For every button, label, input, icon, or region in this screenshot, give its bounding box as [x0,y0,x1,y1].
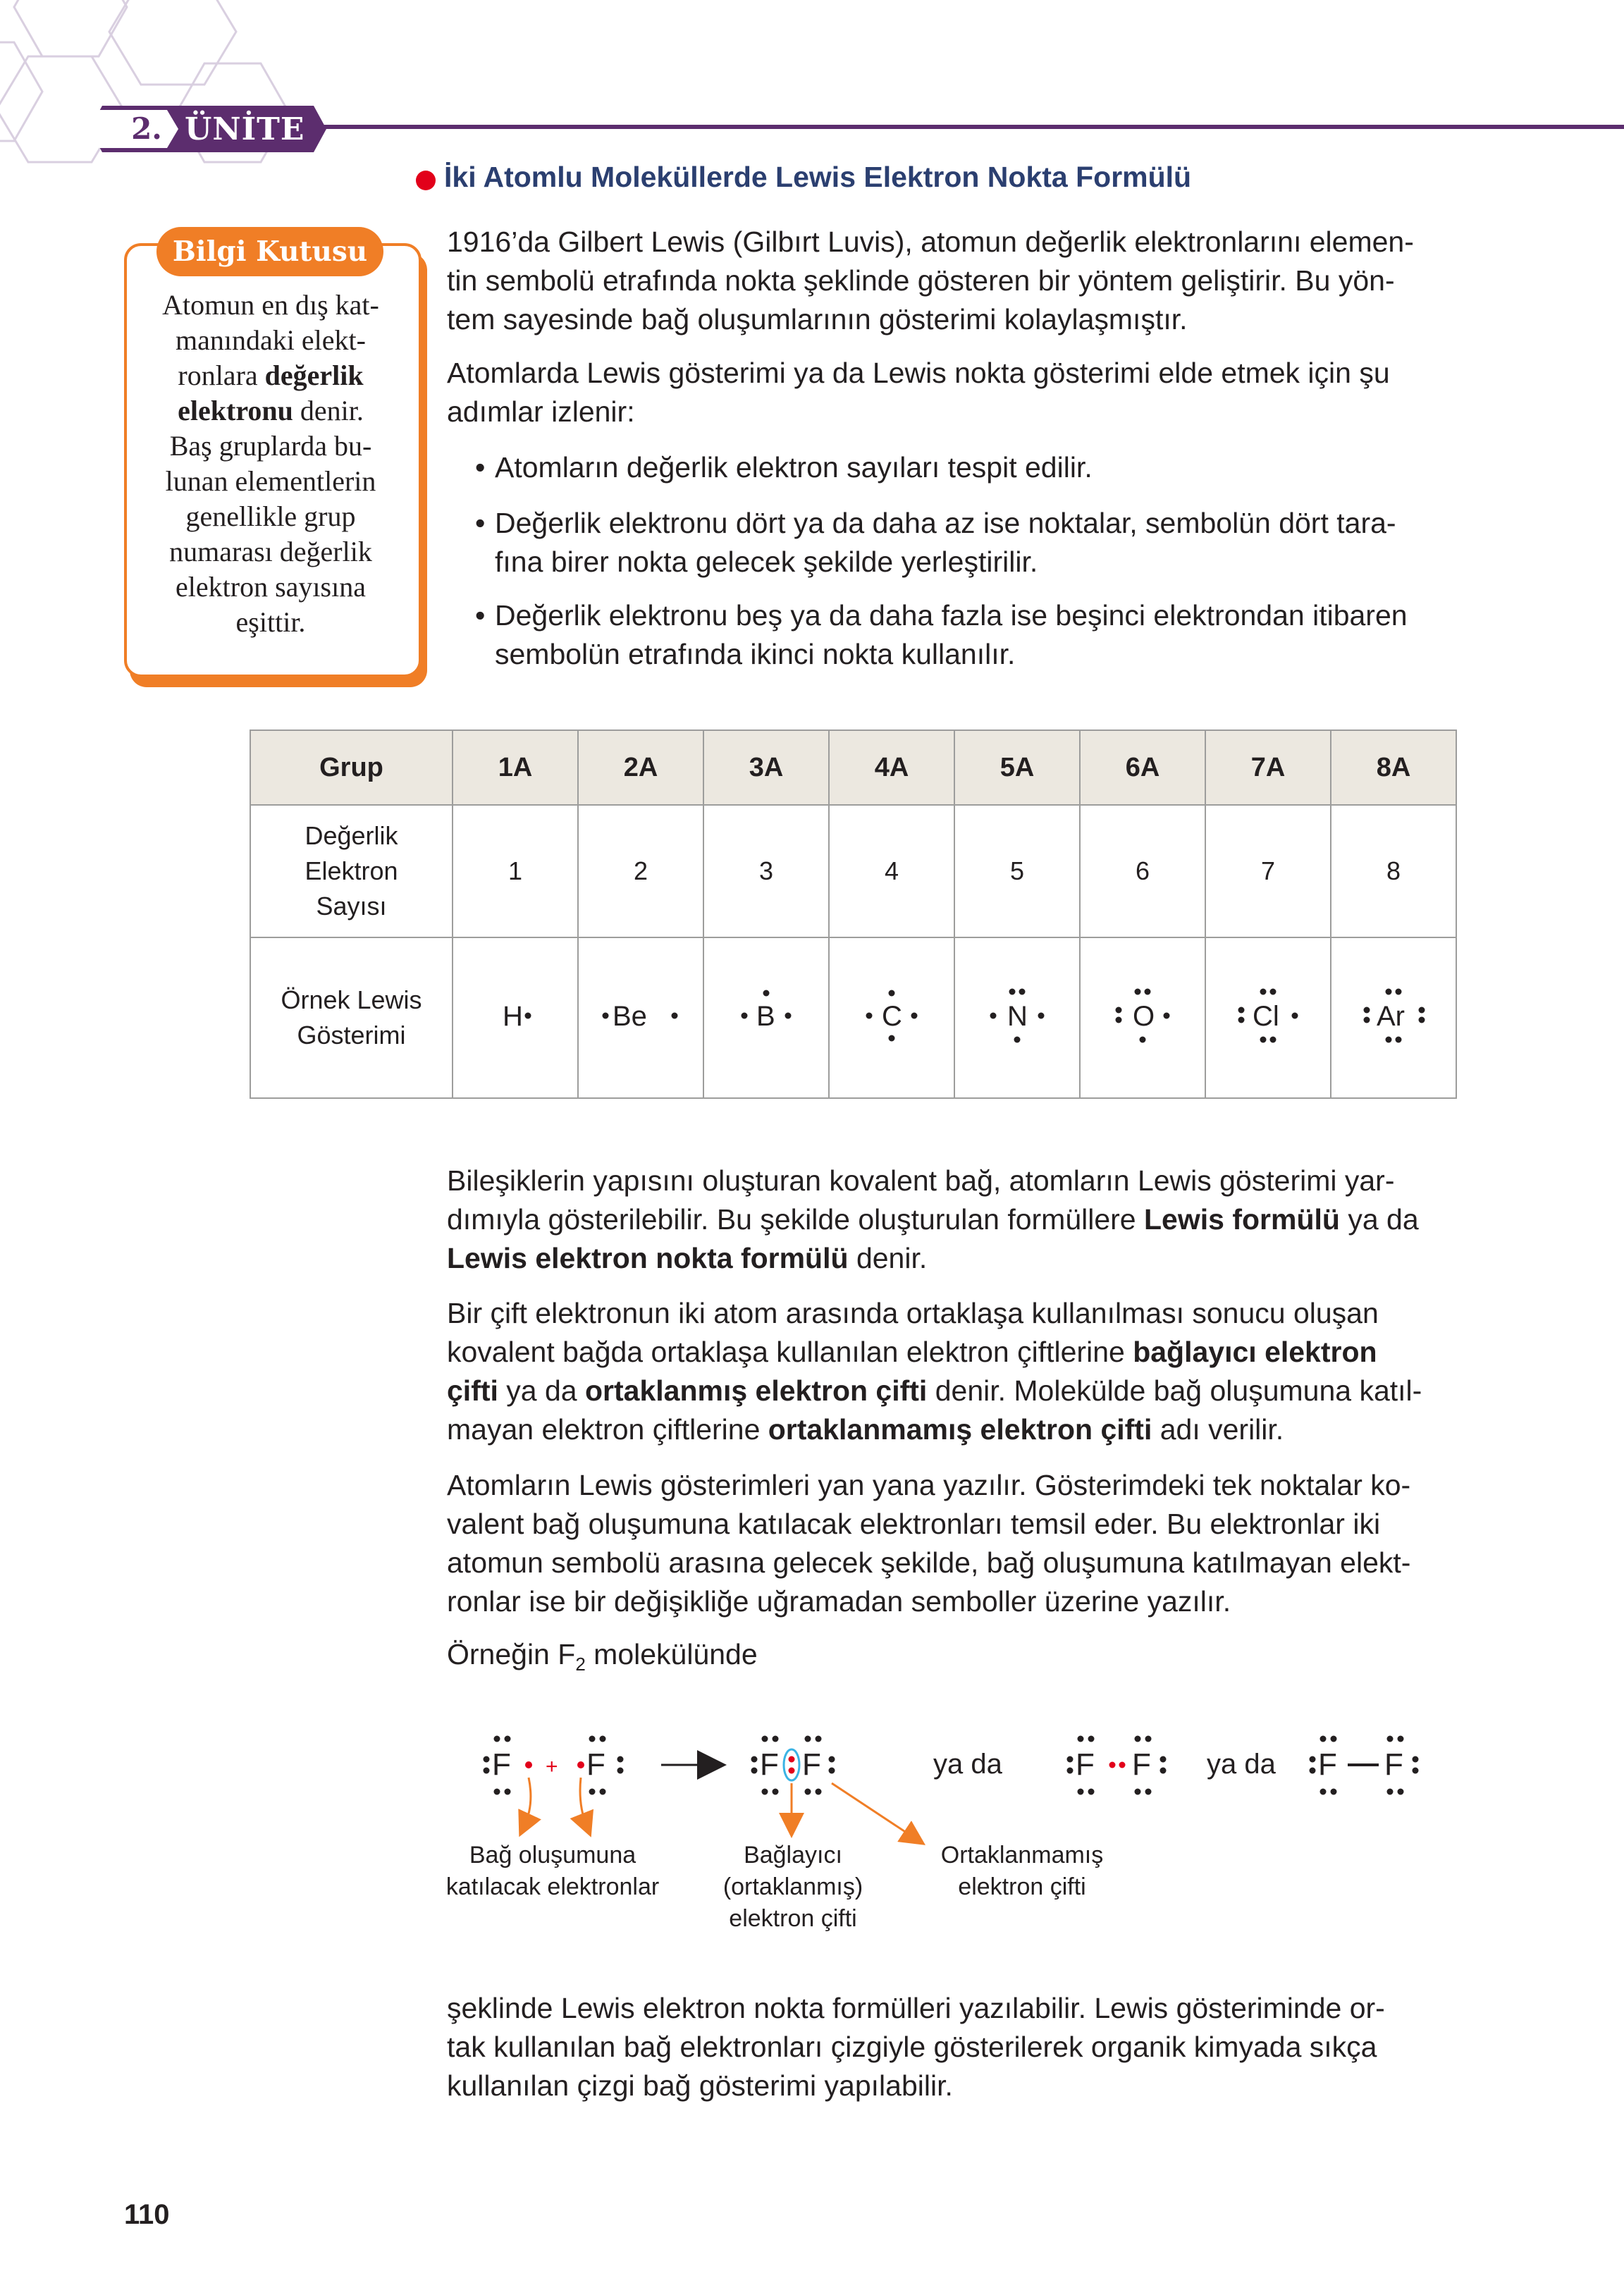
svg-text:Cl: Cl [1253,1000,1279,1032]
table-cell: 8 [1331,805,1456,937]
info-box-title: Bilgi Kutusu [156,227,383,276]
lewis-symbol-h [453,937,578,1098]
table-header-cell: 7A [1205,730,1331,805]
intro-paragraph-1: 1916’da Gilbert Lewis (Gilbırt Luvis), atomun değerlik elektronlarını elemen- tin sembolü etrafında nokta şeklinde gösteren bir yöntem geliştirir. Bu yön- tem sayesinde bağ oluşumlarının gösterimi kolaylaşmıştır. [447,226,1414,336]
table-header-cell: 4A [829,730,954,805]
svg-text:N: N [1007,1000,1028,1032]
table-cell: 4 [829,805,954,937]
unit-number: 2. [131,111,162,146]
table-header-cell: 2A [578,730,703,805]
table-header-cell: 8A [1331,730,1456,805]
section-title: İki Atomlu Moleküllerde Lewis Elektron Nokta Formülü [444,161,1192,193]
table-header-cell: 6A [1080,730,1205,805]
caption-lone-pair: Ortaklanmamış elektron çifti [940,1842,1104,1900]
decorative-hexagons [0,0,324,190]
lewis-symbol-ar [1331,937,1456,1098]
table-header-cell: 1A [453,730,578,805]
caption-bonding-pair: Bağlayıcı (ortaklanmış) elektron çifti [722,1842,863,1932]
f-atom: F [1318,1747,1337,1782]
table-cell: 6 [1080,805,1205,937]
f-atom: F [760,1747,779,1782]
f2-lewis-diagram [465,1727,1452,1938]
bullet-item: • Atomların değerlik elektron sayıları tespit edilir. [475,451,1093,484]
table-cell: 3 [703,805,829,937]
table-header-cell: 5A [954,730,1080,805]
f-atom: F [1076,1747,1095,1782]
table-cell: 7 [1205,805,1331,937]
body-paragraph-6: Örneğin $F_2$ molekülünde [447,1638,758,1675]
bullet-item: • Değerlik elektronu beş ya da daha fazla ise beşinci elektrondan itibaren sembolün etrafında ikinci nokta kullanılır. [475,599,1408,670]
lewis-table [250,730,1457,1099]
caption-bond-forming-electrons: Bağ oluşumuna katılacak elektronlar [445,1842,660,1900]
svg-text:ya da: ya da [933,1749,1002,1780]
f-atom: F [1132,1747,1151,1782]
body-paragraph-3: Bileşiklerin yapısını oluşturan kovalent bağ, atomların Lewis gösterimi yar- dımıyla gösterilebilir. Bu şekilde oluşturulan formüllere Lewis formülü ya da Lewis elektron nokta formülü denir. [447,1164,1419,1274]
svg-text:Be: Be [613,1000,647,1032]
section-bullet-icon [416,171,436,190]
table-row [250,805,1456,937]
body-paragraph-4: Bir çift elektronun iki atom arasında ortaklaşa kullanılması sonucu oluşan kovalent bağda ortaklaşa kullanılan elektron çiftlerine bağlayıcı elektron çifti ya da ortaklanmış elektron çifti denir. Molekülde bağ oluşumuna katıl- mayan elektron çiftlerine ortaklanmamış elektron çifti adı verilir. [447,1297,1422,1446]
f-atom: F [586,1747,605,1782]
body-paragraph-5: Atomların Lewis gösterimleri yan yana yazılır. Gösterimdeki tek noktalar ko- valent bağ oluşumuna katılacak elektronları temsil eder. Bu elektronlar iki atomun sembolü arasına gelecek şekilde, bağ oluşumuna katılmayan elekt- ronlar ise bir değişikliğe uğramadan semboller üzerine yazılır. [447,1469,1411,1618]
svg-text:B: B [756,1000,775,1032]
info-box-text: Atomun en dış kat- manındaki elekt- ronlara değerlik elektronu denir. Baş gruplarda bu- lunan elementlerin genellikle grup numarası değerlik elektron sayısına eşittir. [162,289,379,638]
lewis-symbol-be [578,937,703,1098]
unit-title: ÜNİTE [185,111,305,147]
svg-text:H: H [503,1000,523,1032]
table-header-cell: Grup [250,730,453,805]
table-row [250,937,1456,1098]
f-atom: F [1384,1747,1403,1782]
table-cell: 5 [954,805,1080,937]
table-header-cell: 3A [703,730,829,805]
lewis-symbol-b [703,937,829,1098]
lewis-symbol-c [829,937,954,1098]
lewis-symbol-o [1080,937,1205,1098]
body-paragraph-7: şeklinde Lewis elektron nokta formülleri yazılabilir. Lewis gösteriminde or- tak kullanılan bağ elektronları çizgiyle gösterilerek organik kimyada sıkça kullanılan çizgi bağ gösterimi yapılabilir. [447,1992,1385,2102]
table-cell: 2 [578,805,703,937]
lewis-symbol-n [954,937,1080,1098]
svg-text:C: C [882,1000,902,1032]
f-atom: F [492,1747,511,1782]
table-cell: 1 [453,805,578,937]
svg-text:+: + [546,1755,558,1778]
lewis-symbol-cl [1205,937,1331,1098]
table-row-label: Örnek Lewis Gösterimi [250,937,453,1098]
bullet-item: • Değerlik elektronu dört ya da daha az ise noktalar, sembolün dört tara- fına birer nokta gelecek şekilde yerleştirilir. [475,507,1396,578]
svg-text:ya da: ya da [1207,1749,1276,1780]
table-row-label: Değerlik Elektron Sayısı [250,805,453,937]
f-atom: F [802,1747,821,1782]
page-number: 110 [124,2199,170,2230]
svg-text:Ar: Ar [1377,1000,1405,1032]
intro-paragraph-2: Atomlarda Lewis gösterimi ya da Lewis nokta gösterimi elde etmek için şu adımlar izlenir: [447,357,1390,428]
table-header-row [250,730,1456,805]
svg-text:O: O [1133,1000,1155,1032]
unit-header-line [141,125,1624,129]
